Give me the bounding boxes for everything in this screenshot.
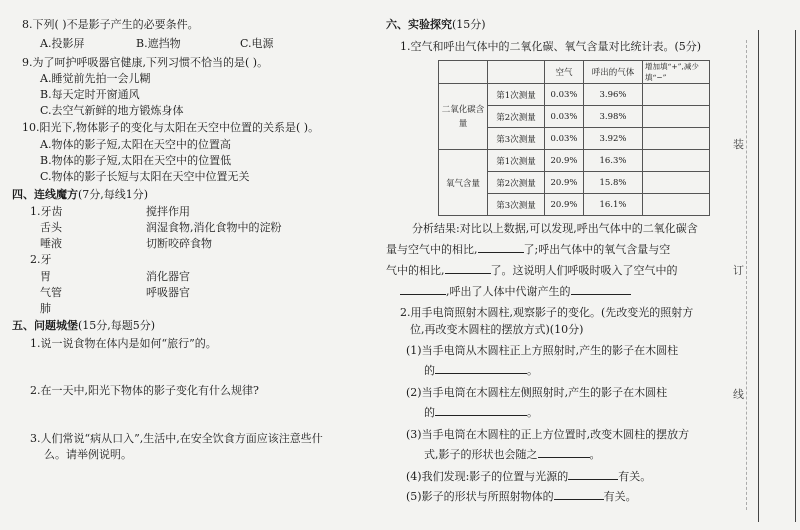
table-corner-cell bbox=[488, 61, 545, 84]
match-left-item: 气管 bbox=[40, 286, 62, 299]
q2-part-2-answer: 的 。 bbox=[424, 406, 538, 419]
match-left-item: 胃 bbox=[40, 270, 51, 283]
match-left-item: 唾液 bbox=[40, 237, 62, 250]
q9-option-c: C.去空气新鲜的地方锻炼身体 bbox=[40, 104, 184, 117]
q2-part-1: (1)当手电筒从木圆柱正上方照射时,产生的影子在木圆柱 bbox=[406, 344, 679, 357]
q2-part-1-answer: 的 。 bbox=[424, 364, 538, 377]
answer-blank[interactable] bbox=[538, 446, 590, 458]
answer-cell[interactable] bbox=[643, 106, 710, 128]
match-right-item: 搅拌作用 bbox=[146, 205, 190, 218]
table-cell: 0.03% bbox=[545, 84, 584, 106]
table-row bbox=[439, 150, 710, 172]
match-group-1-label: 1.牙齿 bbox=[30, 205, 63, 218]
match-right-item: 切断咬碎食物 bbox=[146, 237, 212, 250]
answer-blank[interactable] bbox=[478, 241, 524, 253]
q2-part-3: (3)当手电筒在木圆柱的正上方位置时,改变木圆柱的摆放方 bbox=[406, 428, 690, 441]
table-cell: 第3次测量 bbox=[488, 194, 545, 216]
table-cell: 20.9% bbox=[545, 194, 584, 216]
analysis-line-2: 量与空气中的相比, 了;呼出气体中的氧气含量与空 bbox=[386, 243, 671, 256]
sec5-question-1: 1.说一说食物在体内是如何“旅行”的。 bbox=[30, 337, 217, 350]
q8-stem: 8.下列( )不是影子产生的必要条件。 bbox=[22, 18, 199, 31]
q2-part-5: (5)影子的形状与所照射物体的 有关。 bbox=[406, 490, 637, 503]
table-cell: 第1次测量 bbox=[488, 84, 545, 106]
table-group-cell: 氧气含量 bbox=[439, 150, 488, 216]
exp-question-2-cont: 位,再改变木圆柱的摆放方式)(10分) bbox=[410, 323, 584, 336]
q9-option-b: B.每天定时开窗通风 bbox=[40, 88, 140, 101]
table-cell: 0.03% bbox=[545, 128, 584, 150]
answer-cell[interactable] bbox=[643, 194, 710, 216]
table-cell: 3.98% bbox=[584, 106, 643, 128]
margin-char: 线 bbox=[733, 388, 744, 401]
q10-option-a: A.物体的影子短,太阳在天空中的位置高 bbox=[40, 138, 231, 151]
gas-comparison-table bbox=[438, 60, 710, 216]
match-left-item: 肺 bbox=[40, 302, 51, 315]
answer-blank[interactable] bbox=[571, 283, 631, 295]
section-4-title: 四、连线魔方(7分,每线1分) bbox=[12, 188, 149, 201]
margin-char: 装 bbox=[733, 138, 744, 151]
table-header-row bbox=[439, 61, 710, 84]
match-left-item: 舌头 bbox=[40, 221, 62, 234]
q2-part-2: (2)当手电筒在木圆柱左侧照射时,产生的影子在木圆柱 bbox=[406, 386, 668, 399]
match-right-item: 呼吸器官 bbox=[146, 286, 190, 299]
table-cell: 3.96% bbox=[584, 84, 643, 106]
sec5-question-3-cont: 么。请举例说明。 bbox=[44, 448, 132, 461]
q10-stem: 10.阳光下,物体影子的变化与太阳在天空中位置的关系是( )。 bbox=[22, 121, 320, 134]
answer-blank[interactable] bbox=[435, 404, 527, 416]
answer-cell[interactable] bbox=[643, 150, 710, 172]
q8-option-a: A.投影屏 bbox=[40, 37, 85, 50]
table-cell: 20.9% bbox=[545, 150, 584, 172]
exp-question-2: 2.用手电筒照射木圆柱,观察影子的变化。(先改变光的照射方 bbox=[400, 306, 694, 319]
table-group-cell: 二氧化碳含量 bbox=[439, 84, 488, 150]
table-cell: 第2次测量 bbox=[488, 172, 545, 194]
table-cell: 15.8% bbox=[584, 172, 643, 194]
answer-cell[interactable] bbox=[643, 84, 710, 106]
section-6-title: 六、实验探究(15分) bbox=[386, 18, 486, 31]
answer-blank[interactable] bbox=[400, 283, 446, 295]
analysis-line-4: ,呼出了人体中代谢产生的 bbox=[400, 283, 631, 299]
answer-blank[interactable] bbox=[568, 468, 618, 480]
answer-cell[interactable] bbox=[643, 128, 710, 150]
table-cell: 20.9% bbox=[545, 172, 584, 194]
q9-option-a: A.睡觉前先拍一会儿糊 bbox=[40, 72, 151, 85]
table-header-cell: 呼出的气体 bbox=[584, 61, 643, 84]
q2-part-3-answer: 式,影子的形状也会随之 。 bbox=[424, 448, 601, 461]
analysis-line-3: 气中的相比, 了。这说明人们呼吸时吸入了空气中的 bbox=[386, 264, 678, 277]
binding-margin-box bbox=[758, 30, 796, 522]
table-cell: 16.3% bbox=[584, 150, 643, 172]
table-row bbox=[439, 84, 710, 106]
answer-blank[interactable] bbox=[445, 262, 491, 274]
answer-blank[interactable] bbox=[435, 362, 527, 374]
table-corner-cell bbox=[439, 61, 488, 84]
table-cell: 16.1% bbox=[584, 194, 643, 216]
q10-option-c: C.物体的影子长短与太阳在天空中位置无关 bbox=[40, 170, 250, 183]
answer-blank[interactable] bbox=[554, 488, 604, 500]
table-header-cell: 增加填“+”,减少填“−” bbox=[643, 61, 710, 84]
q2-part-4: (4)我们发现:影子的位置与光源的 有关。 bbox=[406, 470, 652, 483]
sec5-question-2: 2.在一天中,阳光下物体的影子变化有什么规律? bbox=[30, 384, 259, 397]
table-cell: 第3次测量 bbox=[488, 128, 545, 150]
q8-option-c: C.电源 bbox=[240, 37, 274, 50]
table-cell: 0.03% bbox=[545, 106, 584, 128]
q8-option-b: B.遮挡物 bbox=[136, 37, 181, 50]
table-header-cell: 空气 bbox=[545, 61, 584, 84]
q9-stem: 9.为了呵护呼吸器官健康,下列习惯不恰当的是( )。 bbox=[22, 56, 269, 69]
table-cell: 第2次测量 bbox=[488, 106, 545, 128]
margin-char: 订 bbox=[733, 264, 744, 277]
section-5-title: 五、问题城堡(15分,每题5分) bbox=[12, 319, 156, 332]
table-cell: 第1次测量 bbox=[488, 150, 545, 172]
match-group-2-label: 2.牙 bbox=[30, 253, 52, 266]
binding-dashed-line bbox=[746, 40, 747, 510]
match-right-item: 消化器官 bbox=[146, 270, 190, 283]
answer-cell[interactable] bbox=[643, 172, 710, 194]
q10-option-b: B.物体的影子短,太阳在天空中的位置低 bbox=[40, 154, 232, 167]
analysis-line-1: 分析结果:对比以上数据,可以发现,呼出气体中的二氧化碳含 bbox=[412, 222, 698, 235]
match-right-item: 润湿食物,消化食物中的淀粉 bbox=[146, 221, 282, 234]
exp-question-1: 1.空气和呼出气体中的二氧化碳、氧气含量对比统计表。(5分) bbox=[400, 40, 702, 53]
sec5-question-3: 3.人们常说“病从口入”,生活中,在安全饮食方面应该注意些什 bbox=[30, 432, 323, 445]
table-cell: 3.92% bbox=[584, 128, 643, 150]
